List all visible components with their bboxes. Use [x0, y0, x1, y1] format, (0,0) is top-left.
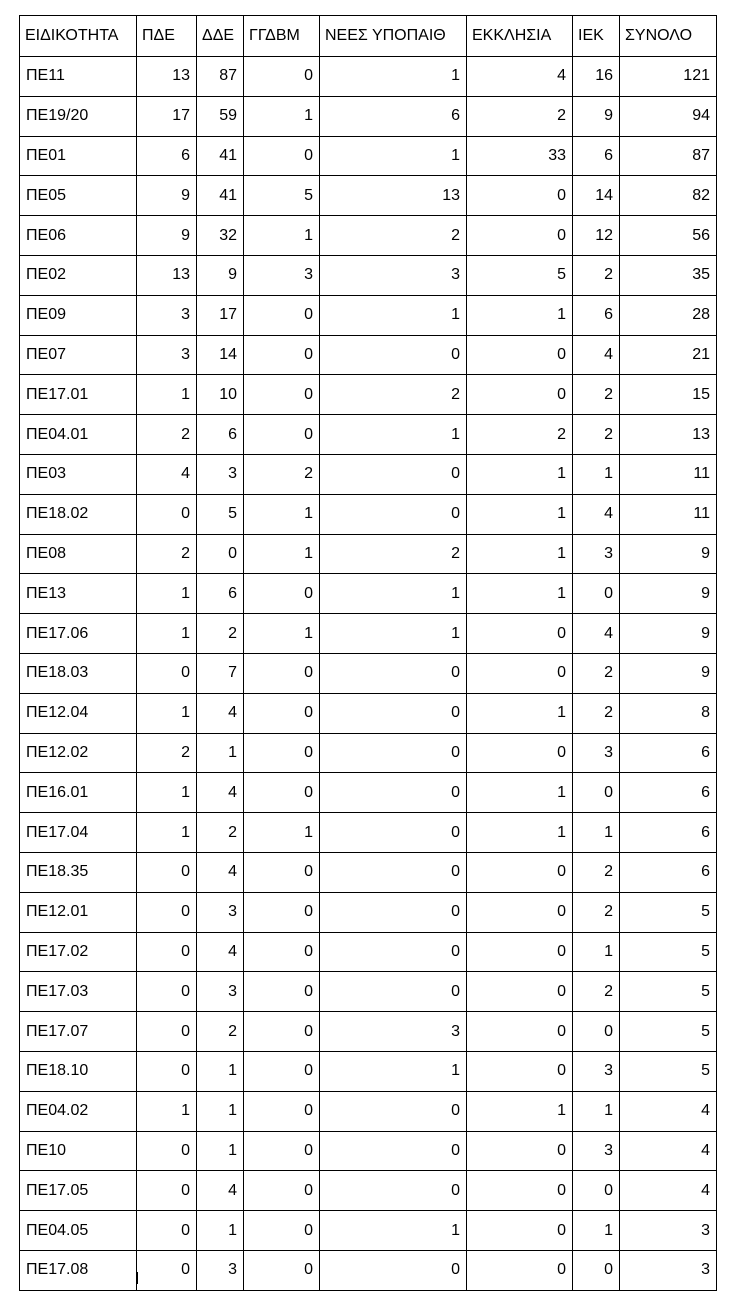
cell-iek[interactable]: 0: [573, 1012, 620, 1052]
cell-specialty[interactable]: ΠΕ12.02: [20, 733, 137, 773]
cell-pde[interactable]: 17: [137, 96, 197, 136]
table-row: [20, 574, 717, 614]
cell-dde[interactable]: 2: [197, 813, 244, 853]
table-row: [20, 216, 717, 256]
cell-nees-ypopaith[interactable]: 0: [320, 494, 467, 534]
cell-dde[interactable]: 3: [197, 892, 244, 932]
table-row: [20, 136, 717, 176]
cell-synolo[interactable]: 94: [620, 96, 717, 136]
table-row: [20, 375, 717, 415]
cell-pde[interactable]: 4: [137, 454, 197, 494]
cell-dde[interactable]: 4: [197, 1171, 244, 1211]
cell-dde[interactable]: 4: [197, 852, 244, 892]
cell-pde[interactable]: 2: [137, 415, 197, 455]
cell-ekklisia[interactable]: 0: [467, 852, 573, 892]
cell-nees-ypopaith[interactable]: 0: [320, 1250, 467, 1290]
cell-specialty[interactable]: ΠΕ11: [20, 57, 137, 97]
cell-ggdvm[interactable]: 1: [244, 216, 320, 256]
cell-dde[interactable]: 59: [197, 96, 244, 136]
cell-pde[interactable]: 0: [137, 1012, 197, 1052]
cell-specialty[interactable]: ΠΕ19/20: [20, 96, 137, 136]
table-row: [20, 1051, 717, 1091]
cell-synolo[interactable]: 6: [620, 733, 717, 773]
cell-nees-ypopaith[interactable]: 1: [320, 1211, 467, 1251]
cell-dde[interactable]: 1: [197, 1091, 244, 1131]
cell-dde[interactable]: 4: [197, 932, 244, 972]
cell-pde[interactable]: 1: [137, 574, 197, 614]
cell-synolo[interactable]: 11: [620, 494, 717, 534]
cell-iek[interactable]: 6: [573, 136, 620, 176]
cell-nees-ypopaith[interactable]: 0: [320, 1131, 467, 1171]
cell-pde[interactable]: 0: [137, 932, 197, 972]
cell-nees-ypopaith[interactable]: 0: [320, 733, 467, 773]
cell-synolo[interactable]: 87: [620, 136, 717, 176]
cell-iek[interactable]: 1: [573, 932, 620, 972]
table-row: [20, 295, 717, 335]
cell-ggdvm[interactable]: 1: [244, 494, 320, 534]
table-row: [20, 614, 717, 654]
table-row: [20, 1091, 717, 1131]
cell-synolo[interactable]: 4: [620, 1131, 717, 1171]
cell-synolo[interactable]: 15: [620, 375, 717, 415]
cell-specialty[interactable]: ΠΕ08: [20, 534, 137, 574]
cell-dde[interactable]: 4: [197, 693, 244, 733]
cell-nees-ypopaith[interactable]: 3: [320, 255, 467, 295]
cell-ekklisia[interactable]: 0: [467, 972, 573, 1012]
table-row: [20, 972, 717, 1012]
cell-synolo[interactable]: 6: [620, 773, 717, 813]
cell-ggdvm[interactable]: 0: [244, 733, 320, 773]
cell-ekklisia[interactable]: 5: [467, 255, 573, 295]
cell-ekklisia[interactable]: 0: [467, 1171, 573, 1211]
cell-specialty[interactable]: ΠΕ13: [20, 574, 137, 614]
cell-synolo[interactable]: 3: [620, 1250, 717, 1290]
cell-ekklisia[interactable]: 1: [467, 574, 573, 614]
cell-pde[interactable]: 1: [137, 375, 197, 415]
table-row: [20, 1211, 717, 1251]
cell-iek[interactable]: 4: [573, 335, 620, 375]
cell-nees-ypopaith[interactable]: 0: [320, 454, 467, 494]
cell-iek[interactable]: 9: [573, 96, 620, 136]
cell-synolo[interactable]: 6: [620, 852, 717, 892]
cell-pde[interactable]: 0: [137, 494, 197, 534]
cell-dde[interactable]: 17: [197, 295, 244, 335]
cell-ggdvm[interactable]: 0: [244, 335, 320, 375]
cell-dde[interactable]: 3: [197, 1250, 244, 1290]
cell-pde[interactable]: 1: [137, 1091, 197, 1131]
cell-synolo[interactable]: 121: [620, 57, 717, 97]
cell-ggdvm[interactable]: 0: [244, 773, 320, 813]
cell-pde[interactable]: 13: [137, 255, 197, 295]
cell-dde[interactable]: 1: [197, 1051, 244, 1091]
cell-synolo[interactable]: 4: [620, 1171, 717, 1211]
cell-iek[interactable]: 3: [573, 534, 620, 574]
cell-ggdvm[interactable]: 0: [244, 574, 320, 614]
cell-ekklisia[interactable]: 1: [467, 454, 573, 494]
cell-nees-ypopaith[interactable]: 0: [320, 892, 467, 932]
header-row: [20, 16, 717, 57]
cell-ekklisia[interactable]: 2: [467, 415, 573, 455]
cell-iek[interactable]: 1: [573, 1211, 620, 1251]
table-row: [20, 255, 717, 295]
cell-ggdvm[interactable]: 0: [244, 136, 320, 176]
cell-specialty[interactable]: ΠΕ18.03: [20, 653, 137, 693]
cell-iek[interactable]: 1: [573, 454, 620, 494]
cell-specialty[interactable]: ΠΕ17.02: [20, 932, 137, 972]
cell-nees-ypopaith[interactable]: 13: [320, 176, 467, 216]
cell-synolo[interactable]: 9: [620, 534, 717, 574]
cell-nees-ypopaith[interactable]: 1: [320, 614, 467, 654]
cell-ekklisia[interactable]: 0: [467, 216, 573, 256]
cell-ekklisia[interactable]: 1: [467, 693, 573, 733]
cell-nees-ypopaith[interactable]: 0: [320, 972, 467, 1012]
cell-nees-ypopaith[interactable]: 0: [320, 932, 467, 972]
cell-synolo[interactable]: 9: [620, 574, 717, 614]
cell-ggdvm[interactable]: 0: [244, 653, 320, 693]
cell-iek[interactable]: 3: [573, 733, 620, 773]
cell-pde[interactable]: 13: [137, 57, 197, 97]
cell-synolo[interactable]: 9: [620, 614, 717, 654]
cell-dde[interactable]: 6: [197, 574, 244, 614]
cell-ggdvm[interactable]: 0: [244, 415, 320, 455]
cell-iek[interactable]: 12: [573, 216, 620, 256]
cell-nees-ypopaith[interactable]: 2: [320, 216, 467, 256]
cell-ekklisia[interactable]: 0: [467, 1051, 573, 1091]
cell-ggdvm[interactable]: 1: [244, 534, 320, 574]
cell-synolo[interactable]: 5: [620, 972, 717, 1012]
cell-ggdvm[interactable]: 0: [244, 1051, 320, 1091]
cell-ggdvm[interactable]: 0: [244, 1091, 320, 1131]
cell-pde[interactable]: 0: [137, 1250, 197, 1290]
cell-synolo[interactable]: 5: [620, 932, 717, 972]
cell-pde[interactable]: 0: [137, 892, 197, 932]
cell-dde[interactable]: 87: [197, 57, 244, 97]
cell-synolo[interactable]: 11: [620, 454, 717, 494]
table-row: [20, 693, 717, 733]
cell-iek[interactable]: 3: [573, 1131, 620, 1171]
cell-specialty[interactable]: ΠΕ03: [20, 454, 137, 494]
cell-nees-ypopaith[interactable]: 0: [320, 1091, 467, 1131]
cell-iek[interactable]: 1: [573, 1091, 620, 1131]
cell-ekklisia[interactable]: 0: [467, 653, 573, 693]
cell-dde[interactable]: 2: [197, 1012, 244, 1052]
cell-ggdvm[interactable]: 3: [244, 255, 320, 295]
cell-dde[interactable]: 10: [197, 375, 244, 415]
cell-iek[interactable]: 2: [573, 653, 620, 693]
cell-pde[interactable]: 6: [137, 136, 197, 176]
cell-iek[interactable]: 4: [573, 614, 620, 654]
header-cell-ekklisia[interactable]: ΕΚΚΛΗΣΙΑ: [467, 16, 573, 57]
cell-dde[interactable]: 32: [197, 216, 244, 256]
header-cell-synolo[interactable]: ΣΥΝΟΛΟ: [620, 16, 717, 57]
header-cell-nees-ypopaith[interactable]: ΝΕΕΣ ΥΠΟΠΑΙΘ: [320, 16, 467, 57]
table-body: [20, 57, 717, 1291]
cell-synolo[interactable]: 6: [620, 813, 717, 853]
cell-dde[interactable]: 3: [197, 972, 244, 1012]
cell-dde[interactable]: 0: [197, 534, 244, 574]
cell-pde[interactable]: 9: [137, 216, 197, 256]
table-row: [20, 1250, 717, 1290]
cell-ggdvm[interactable]: 0: [244, 57, 320, 97]
cell-ekklisia[interactable]: 0: [467, 614, 573, 654]
cell-ggdvm[interactable]: 0: [244, 375, 320, 415]
cell-nees-ypopaith[interactable]: 0: [320, 653, 467, 693]
cell-synolo[interactable]: 13: [620, 415, 717, 455]
cell-iek[interactable]: 6: [573, 295, 620, 335]
cell-ggdvm[interactable]: 5: [244, 176, 320, 216]
cell-ekklisia[interactable]: 0: [467, 932, 573, 972]
cell-dde[interactable]: 9: [197, 255, 244, 295]
cell-nees-ypopaith[interactable]: 0: [320, 335, 467, 375]
cell-iek[interactable]: 16: [573, 57, 620, 97]
cell-dde[interactable]: 4: [197, 773, 244, 813]
cell-iek[interactable]: 3: [573, 1051, 620, 1091]
cell-pde[interactable]: 2: [137, 733, 197, 773]
cell-ekklisia[interactable]: 0: [467, 1131, 573, 1171]
cell-ggdvm[interactable]: 0: [244, 892, 320, 932]
cell-nees-ypopaith[interactable]: 6: [320, 96, 467, 136]
cell-specialty[interactable]: ΠΕ04.02: [20, 1091, 137, 1131]
cell-specialty[interactable]: ΠΕ17.05: [20, 1171, 137, 1211]
cell-nees-ypopaith[interactable]: 0: [320, 813, 467, 853]
table-row: [20, 494, 717, 534]
cell-ekklisia[interactable]: 1: [467, 295, 573, 335]
cell-pde[interactable]: 0: [137, 1211, 197, 1251]
cell-nees-ypopaith[interactable]: 2: [320, 534, 467, 574]
cell-pde[interactable]: 2: [137, 534, 197, 574]
cell-iek[interactable]: 0: [573, 1250, 620, 1290]
cell-ggdvm[interactable]: 1: [244, 813, 320, 853]
table-row: [20, 733, 717, 773]
header-cell-specialty[interactable]: ΕΙΔΙΚΟΤΗΤΑ: [20, 16, 137, 57]
cell-ggdvm[interactable]: 0: [244, 1012, 320, 1052]
cell-pde[interactable]: 0: [137, 852, 197, 892]
cell-iek[interactable]: 2: [573, 972, 620, 1012]
cell-dde[interactable]: 1: [197, 733, 244, 773]
table-row: [20, 852, 717, 892]
cell-synolo[interactable]: 56: [620, 216, 717, 256]
cell-ekklisia[interactable]: 0: [467, 1211, 573, 1251]
cell-ggdvm[interactable]: 0: [244, 1211, 320, 1251]
cell-iek[interactable]: 0: [573, 773, 620, 813]
cell-ggdvm[interactable]: 0: [244, 1171, 320, 1211]
next-row-edge: [19, 1272, 138, 1284]
cell-ggdvm[interactable]: 0: [244, 972, 320, 1012]
cell-iek[interactable]: 2: [573, 693, 620, 733]
header-cell-dde[interactable]: ΔΔΕ: [197, 16, 244, 57]
cell-ggdvm[interactable]: 1: [244, 614, 320, 654]
cell-specialty[interactable]: ΠΕ02: [20, 255, 137, 295]
cell-dde[interactable]: 6: [197, 415, 244, 455]
cell-specialty[interactable]: ΠΕ12.04: [20, 693, 137, 733]
cell-iek[interactable]: 2: [573, 892, 620, 932]
cell-synolo[interactable]: 35: [620, 255, 717, 295]
cell-nees-ypopaith[interactable]: 2: [320, 375, 467, 415]
table-row: [20, 415, 717, 455]
cell-pde[interactable]: 3: [137, 295, 197, 335]
cell-pde[interactable]: 0: [137, 1051, 197, 1091]
specialty-table: [19, 15, 717, 1291]
spreadsheet-area: [19, 15, 717, 1291]
cell-specialty[interactable]: ΠΕ01: [20, 136, 137, 176]
cell-specialty[interactable]: ΠΕ18.10: [20, 1051, 137, 1091]
cell-ekklisia[interactable]: 1: [467, 534, 573, 574]
cell-ggdvm[interactable]: 1: [244, 96, 320, 136]
cell-nees-ypopaith[interactable]: 3: [320, 1012, 467, 1052]
table-row: [20, 335, 717, 375]
cell-pde[interactable]: 3: [137, 335, 197, 375]
table-row: [20, 1131, 717, 1171]
cell-specialty[interactable]: ΠΕ06: [20, 216, 137, 256]
cell-specialty[interactable]: ΠΕ04.01: [20, 415, 137, 455]
cell-synolo[interactable]: 82: [620, 176, 717, 216]
cell-iek[interactable]: 1: [573, 813, 620, 853]
cell-pde[interactable]: 0: [137, 972, 197, 1012]
cell-ekklisia[interactable]: 1: [467, 813, 573, 853]
cell-pde[interactable]: 1: [137, 693, 197, 733]
cell-ekklisia[interactable]: 2: [467, 96, 573, 136]
cell-specialty[interactable]: ΠΕ17.06: [20, 614, 137, 654]
table-row: [20, 773, 717, 813]
cell-dde[interactable]: 3: [197, 454, 244, 494]
cell-pde[interactable]: 0: [137, 1171, 197, 1211]
cell-nees-ypopaith[interactable]: 0: [320, 773, 467, 813]
cell-ggdvm[interactable]: 0: [244, 932, 320, 972]
cell-nees-ypopaith[interactable]: 0: [320, 693, 467, 733]
cell-iek[interactable]: 0: [573, 574, 620, 614]
table-row: [20, 454, 717, 494]
cell-dde[interactable]: 1: [197, 1131, 244, 1171]
table-row: [20, 57, 717, 97]
table-row: [20, 932, 717, 972]
cell-synolo[interactable]: 5: [620, 1051, 717, 1091]
header-cell-iek[interactable]: ΙΕΚ: [573, 16, 620, 57]
cell-nees-ypopaith[interactable]: 1: [320, 57, 467, 97]
cell-ekklisia[interactable]: 1: [467, 1091, 573, 1131]
cell-ggdvm[interactable]: 0: [244, 693, 320, 733]
table-row: [20, 176, 717, 216]
cell-nees-ypopaith[interactable]: 1: [320, 1051, 467, 1091]
cell-specialty[interactable]: ΠΕ04.05: [20, 1211, 137, 1251]
cell-specialty[interactable]: ΠΕ10: [20, 1131, 137, 1171]
cell-ekklisia[interactable]: 0: [467, 375, 573, 415]
cell-specialty[interactable]: ΠΕ09: [20, 295, 137, 335]
cell-ekklisia[interactable]: 4: [467, 57, 573, 97]
cell-ekklisia[interactable]: 0: [467, 1012, 573, 1052]
cell-ggdvm[interactable]: 0: [244, 1250, 320, 1290]
cell-pde[interactable]: 1: [137, 614, 197, 654]
cell-specialty[interactable]: ΠΕ05: [20, 176, 137, 216]
cell-dde[interactable]: 41: [197, 136, 244, 176]
header-cell-pde[interactable]: ΠΔΕ: [137, 16, 197, 57]
cell-dde[interactable]: 1: [197, 1211, 244, 1251]
cell-dde[interactable]: 2: [197, 614, 244, 654]
cell-pde[interactable]: 9: [137, 176, 197, 216]
cell-synolo[interactable]: 9: [620, 653, 717, 693]
cell-nees-ypopaith[interactable]: 1: [320, 136, 467, 176]
cell-specialty[interactable]: ΠΕ17.01: [20, 375, 137, 415]
cell-pde[interactable]: 1: [137, 773, 197, 813]
cell-ekklisia[interactable]: 33: [467, 136, 573, 176]
cell-nees-ypopaith[interactable]: 1: [320, 574, 467, 614]
cell-synolo[interactable]: 8: [620, 693, 717, 733]
cell-dde[interactable]: 7: [197, 653, 244, 693]
cell-ekklisia[interactable]: 0: [467, 335, 573, 375]
cell-ggdvm[interactable]: 0: [244, 1131, 320, 1171]
cell-ekklisia[interactable]: 0: [467, 1250, 573, 1290]
cell-specialty[interactable]: ΠΕ17.07: [20, 1012, 137, 1052]
cell-nees-ypopaith[interactable]: 1: [320, 415, 467, 455]
header-cell-ggdvm[interactable]: ΓΓΔΒΜ: [244, 16, 320, 57]
cell-ekklisia[interactable]: 0: [467, 176, 573, 216]
cell-synolo[interactable]: 5: [620, 1012, 717, 1052]
table-row: [20, 534, 717, 574]
cell-dde[interactable]: 41: [197, 176, 244, 216]
cell-ggdvm[interactable]: 2: [244, 454, 320, 494]
cell-ekklisia[interactable]: 0: [467, 733, 573, 773]
cell-nees-ypopaith[interactable]: 1: [320, 295, 467, 335]
cell-ggdvm[interactable]: 0: [244, 295, 320, 335]
cell-specialty[interactable]: ΠΕ12.01: [20, 892, 137, 932]
cell-ekklisia[interactable]: 0: [467, 892, 573, 932]
cell-iek[interactable]: 0: [573, 1171, 620, 1211]
cell-synolo[interactable]: 3: [620, 1211, 717, 1251]
cell-dde[interactable]: 14: [197, 335, 244, 375]
cell-ekklisia[interactable]: 1: [467, 773, 573, 813]
cell-synolo[interactable]: 28: [620, 295, 717, 335]
table-row: [20, 1171, 717, 1211]
cell-nees-ypopaith[interactable]: 0: [320, 1171, 467, 1211]
cell-specialty[interactable]: ΠΕ18.35: [20, 852, 137, 892]
cell-specialty[interactable]: ΠΕ17.03: [20, 972, 137, 1012]
cell-pde[interactable]: 0: [137, 1131, 197, 1171]
cell-iek[interactable]: 2: [573, 375, 620, 415]
cell-specialty[interactable]: ΠΕ16.01: [20, 773, 137, 813]
cell-pde[interactable]: 1: [137, 813, 197, 853]
table-row: [20, 653, 717, 693]
cell-synolo[interactable]: 4: [620, 1091, 717, 1131]
cell-pde[interactable]: 0: [137, 653, 197, 693]
cell-iek[interactable]: 4: [573, 494, 620, 534]
cell-ggdvm[interactable]: 0: [244, 852, 320, 892]
table-row: [20, 96, 717, 136]
cell-specialty[interactable]: ΠΕ17.08: [20, 1250, 137, 1290]
cell-synolo[interactable]: 5: [620, 892, 717, 932]
table-row: [20, 1012, 717, 1052]
table-row: [20, 813, 717, 853]
cell-iek[interactable]: 14: [573, 176, 620, 216]
cell-iek[interactable]: 2: [573, 852, 620, 892]
cell-iek[interactable]: 2: [573, 255, 620, 295]
cell-nees-ypopaith[interactable]: 0: [320, 852, 467, 892]
cell-specialty[interactable]: ΠΕ17.04: [20, 813, 137, 853]
table-row: [20, 892, 717, 932]
cell-specialty[interactable]: ΠΕ07: [20, 335, 137, 375]
cell-iek[interactable]: 2: [573, 415, 620, 455]
cell-dde[interactable]: 5: [197, 494, 244, 534]
cell-synolo[interactable]: 21: [620, 335, 717, 375]
cell-specialty[interactable]: ΠΕ18.02: [20, 494, 137, 534]
cell-ekklisia[interactable]: 1: [467, 494, 573, 534]
